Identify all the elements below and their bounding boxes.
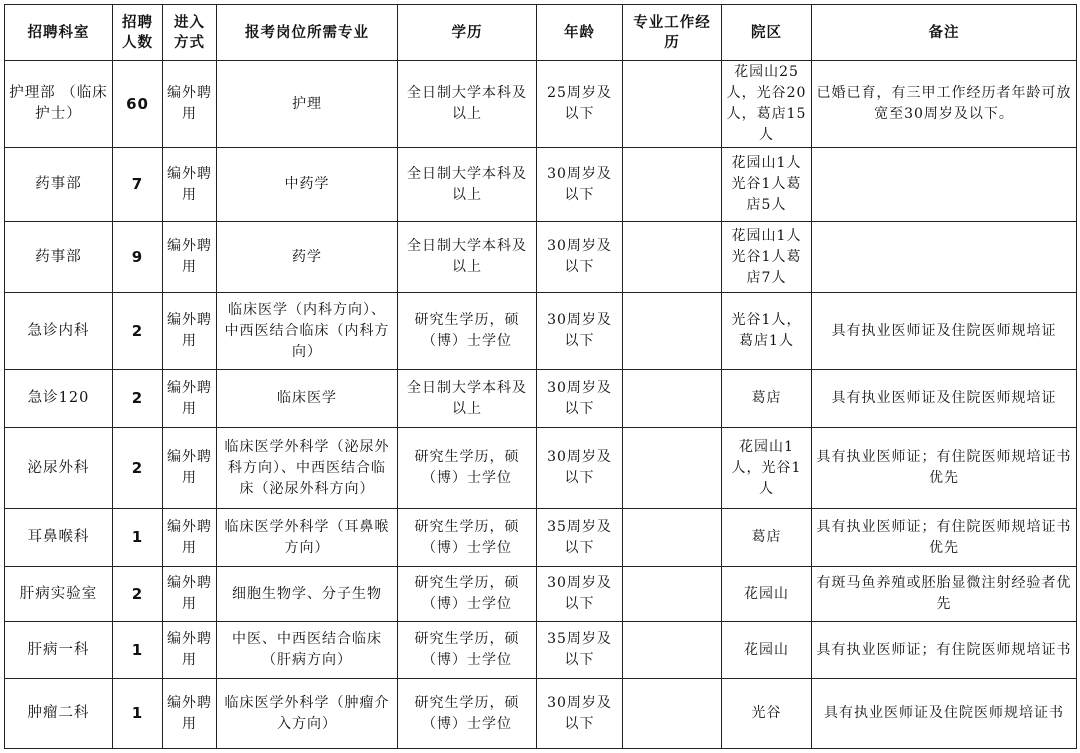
header-dept: 招聘科室 xyxy=(5,5,113,61)
cell-method: 编外聘用 xyxy=(163,428,217,509)
cell-notes: 具有执业医师证；有住院医师规培证书 xyxy=(812,622,1077,679)
cell-method: 编外聘用 xyxy=(163,61,217,148)
cell-dept: 泌尿外科 xyxy=(5,428,113,509)
cell-campus: 葛店 xyxy=(722,370,812,428)
cell-campus: 葛店 xyxy=(722,509,812,567)
cell-method: 编外聘用 xyxy=(163,293,217,370)
cell-notes: 已婚已育，有三甲工作经历者年龄可放宽至30周岁及以下。 xyxy=(812,61,1077,148)
cell-major: 临床医学外科学（耳鼻喉方向） xyxy=(217,509,398,567)
cell-age: 35周岁及以下 xyxy=(537,622,623,679)
cell-notes: 具有执业医师证及住院医师规培证 xyxy=(812,370,1077,428)
cell-age: 30周岁及以下 xyxy=(537,679,623,749)
table-row xyxy=(5,567,1077,622)
table-header-row xyxy=(5,5,1077,61)
cell-count: 1 xyxy=(113,622,163,679)
cell-major: 细胞生物学、分子生物 xyxy=(217,567,398,622)
cell-campus: 花园山 xyxy=(722,567,812,622)
cell-notes: 具有执业医师证及住院医师规培证 xyxy=(812,293,1077,370)
cell-education: 研究生学历，硕（博）士学位 xyxy=(398,622,537,679)
table-row xyxy=(5,293,1077,370)
cell-major: 临床医学外科学（泌尿外科方向）、中西医结合临床（泌尿外科方向） xyxy=(217,428,398,509)
header-age: 年龄 xyxy=(537,5,623,61)
cell-campus: 花园山1人，光谷1人 xyxy=(722,428,812,509)
cell-age: 30周岁及以下 xyxy=(537,370,623,428)
table-row xyxy=(5,509,1077,567)
cell-major: 临床医学外科学（肿瘤介入方向） xyxy=(217,679,398,749)
cell-education: 研究生学历，硕（博）士学位 xyxy=(398,679,537,749)
cell-education: 全日制大学本科及以上 xyxy=(398,148,537,222)
header-notes: 备注 xyxy=(812,5,1077,61)
cell-experience xyxy=(623,679,722,749)
cell-experience xyxy=(623,61,722,148)
cell-notes: 具有执业医师证；有住院医师规培证书优先 xyxy=(812,509,1077,567)
cell-campus: 花园山25人，光谷20人，葛店15人 xyxy=(722,61,812,148)
cell-campus: 光谷 xyxy=(722,679,812,749)
header-method: 进入方式 xyxy=(163,5,217,61)
cell-major: 护理 xyxy=(217,61,398,148)
cell-age: 25周岁及以下 xyxy=(537,61,623,148)
cell-education: 研究生学历，硕（博）士学位 xyxy=(398,428,537,509)
cell-dept: 急诊120 xyxy=(5,370,113,428)
cell-experience xyxy=(623,370,722,428)
cell-experience xyxy=(623,509,722,567)
cell-experience xyxy=(623,567,722,622)
cell-education: 研究生学历，硕（博）士学位 xyxy=(398,293,537,370)
cell-age: 30周岁及以下 xyxy=(537,222,623,293)
cell-experience xyxy=(623,222,722,293)
cell-age: 30周岁及以下 xyxy=(537,567,623,622)
cell-method: 编外聘用 xyxy=(163,509,217,567)
cell-campus: 光谷1人，葛店1人 xyxy=(722,293,812,370)
cell-major: 临床医学（内科方向）、中西医结合临床（内科方向） xyxy=(217,293,398,370)
cell-education: 全日制大学本科及以上 xyxy=(398,222,537,293)
table-row xyxy=(5,222,1077,293)
cell-education: 全日制大学本科及以上 xyxy=(398,370,537,428)
cell-notes: 具有执业医师证；有住院医师规培证书优先 xyxy=(812,428,1077,509)
cell-method: 编外聘用 xyxy=(163,567,217,622)
table-row xyxy=(5,428,1077,509)
header-major: 报考岗位所需专业 xyxy=(217,5,398,61)
cell-count: 60 xyxy=(113,61,163,148)
cell-campus: 花园山 xyxy=(722,622,812,679)
cell-education: 全日制大学本科及以上 xyxy=(398,61,537,148)
cell-method: 编外聘用 xyxy=(163,222,217,293)
recruitment-table xyxy=(4,4,1077,749)
header-count: 招聘人数 xyxy=(113,5,163,61)
cell-major: 中药学 xyxy=(217,148,398,222)
cell-dept: 肝病实验室 xyxy=(5,567,113,622)
cell-count: 2 xyxy=(113,370,163,428)
cell-education: 研究生学历，硕（博）士学位 xyxy=(398,509,537,567)
cell-experience xyxy=(623,428,722,509)
cell-age: 30周岁及以下 xyxy=(537,148,623,222)
cell-method: 编外聘用 xyxy=(163,679,217,749)
cell-dept: 耳鼻喉科 xyxy=(5,509,113,567)
cell-age: 30周岁及以下 xyxy=(537,428,623,509)
cell-experience xyxy=(623,148,722,222)
cell-count: 7 xyxy=(113,148,163,222)
cell-campus: 花园山1人光谷1人葛店5人 xyxy=(722,148,812,222)
header-experience: 专业工作经历 xyxy=(623,5,722,61)
cell-count: 1 xyxy=(113,509,163,567)
cell-notes xyxy=(812,222,1077,293)
cell-count: 9 xyxy=(113,222,163,293)
table-row xyxy=(5,370,1077,428)
table-row xyxy=(5,148,1077,222)
cell-major: 中医、中西医结合临床（肝病方向） xyxy=(217,622,398,679)
cell-method: 编外聘用 xyxy=(163,370,217,428)
header-campus: 院区 xyxy=(722,5,812,61)
cell-dept: 肿瘤二科 xyxy=(5,679,113,749)
cell-dept: 药事部 xyxy=(5,222,113,293)
cell-age: 30周岁及以下 xyxy=(537,293,623,370)
cell-dept: 急诊内科 xyxy=(5,293,113,370)
cell-method: 编外聘用 xyxy=(163,148,217,222)
cell-experience xyxy=(623,293,722,370)
cell-method: 编外聘用 xyxy=(163,622,217,679)
cell-campus: 花园山1人光谷1人葛店7人 xyxy=(722,222,812,293)
cell-dept: 肝病一科 xyxy=(5,622,113,679)
cell-count: 2 xyxy=(113,293,163,370)
table-row xyxy=(5,61,1077,148)
cell-major: 药学 xyxy=(217,222,398,293)
cell-dept: 护理部 （临床护士） xyxy=(5,61,113,148)
table-row xyxy=(5,679,1077,749)
cell-count: 2 xyxy=(113,567,163,622)
header-education: 学历 xyxy=(398,5,537,61)
cell-notes xyxy=(812,148,1077,222)
table-body xyxy=(5,61,1077,749)
cell-education: 研究生学历，硕（博）士学位 xyxy=(398,567,537,622)
cell-experience xyxy=(623,622,722,679)
cell-count: 1 xyxy=(113,679,163,749)
table-row xyxy=(5,622,1077,679)
cell-major: 临床医学 xyxy=(217,370,398,428)
cell-age: 35周岁及以下 xyxy=(537,509,623,567)
cell-dept: 药事部 xyxy=(5,148,113,222)
cell-notes: 具有执业医师证及住院医师规培证书 xyxy=(812,679,1077,749)
cell-count: 2 xyxy=(113,428,163,509)
cell-notes: 有斑马鱼养殖或胚胎显微注射经验者优先 xyxy=(812,567,1077,622)
